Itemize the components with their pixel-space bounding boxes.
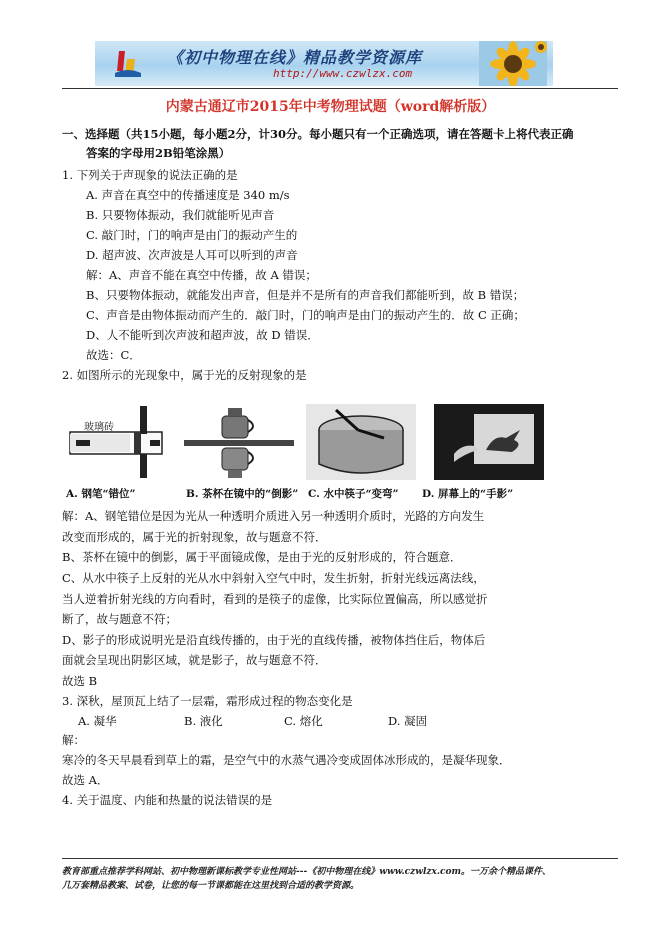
q2-analysis: C、从水中筷子上反射的光从水中斜射入空气中时，发生折射，折射光线远离法线，: [62, 571, 485, 585]
q3-answer: 故选 A．: [62, 773, 109, 787]
q1-option-d: D. 超声波、次声波是人耳可以听到的声音: [86, 248, 298, 262]
figure-d: [434, 404, 544, 480]
figure-c-caption: C. 水中筷子“变弯”: [308, 488, 399, 500]
footer-rule: [62, 858, 618, 859]
figure-c: [306, 404, 416, 480]
teacup-mirror-figure-icon: [184, 404, 294, 480]
q2-analysis: 当人逆着折射光线的方向看时，看到的是筷子的虚像，比实际位置偏高，所以感觉折: [62, 592, 488, 606]
sunflower-icon: [479, 41, 547, 86]
banner-title: 《初中物理在线》精品教学资源库: [167, 48, 423, 67]
header-banner: [95, 41, 553, 86]
q2-analysis: B、茶杯在镜中的倒影，属于平面镜成像，是由于光的反射形成的，符合题意．: [62, 550, 462, 564]
q3-stem: 3. 深秋，屋顶瓦上结了一层霜，霜形成过程的物态变化是: [62, 694, 353, 708]
footer-line: 教育部重点推荐学科网站、初中物理新课标教学专业性网站---《初中物理在线》www.czwlzx.com。一万余个精品课件、: [62, 867, 552, 877]
q1-stem: 1. 下列关于声现象的说法正确的是: [62, 168, 238, 182]
q1-option-b: B. 只要物体振动，我们就能听见声音: [86, 208, 275, 222]
q2-analysis: 面就会呈现出阴影区域，就是影子，故与题意不符．: [62, 653, 327, 667]
footer-line: 几万套精品教案、试卷，让您的每一节课都能在这里找到合适的教学资源。: [62, 881, 360, 891]
q3-option-b: B. 液化: [184, 714, 223, 728]
figure-a: [62, 404, 172, 480]
q1-analysis: B、只要物体振动，就能发出声音，但是并不是所有的声音我们都能听到，故 B 错误；: [86, 288, 525, 302]
q1-analysis: 解：A、声音不能在真空中传播，故 A 错误；: [86, 268, 317, 282]
q1-option-a: A. 声音在真空中的传播速度是 340 m/s: [86, 188, 290, 202]
q3-option-d: D. 凝固: [388, 714, 428, 728]
q2-analysis: 解：A、钢笔错位是因为光从一种透明介质进入另一种透明介质时，光路的方向发生: [62, 509, 485, 523]
q3-analysis: 解：: [62, 733, 85, 747]
q1-analysis: D、人不能听到次声波和超声波，故 D 错误．: [86, 328, 319, 342]
q2-analysis: 改变而形成的，属于光的折射现象，故与题意不符．: [62, 530, 327, 544]
section-heading-cont: 答案的字母用2B铅笔涂黑）: [86, 146, 231, 160]
figure-b-caption: B. 茶杯在镜中的“倒影”: [186, 488, 299, 500]
figure-d-caption: D. 屏幕上的“手影”: [422, 488, 514, 500]
q1-answer: 故选：C．: [86, 348, 141, 362]
q2-analysis: D、影子的形成说明光是沿直线传播的，由于光的直线传播，被物体挡住后，物体后: [62, 633, 486, 647]
glass-block-label: 玻璃砖: [84, 422, 114, 433]
q2-answer: 故选 B: [62, 674, 98, 688]
q1-analysis: C、声音是由物体振动而产生的．敲门时，门的响声是由门的振动产生的．故 C 正确；: [86, 308, 525, 322]
bowl-chopstick-figure-icon: [306, 404, 416, 480]
header-rule: [62, 88, 618, 89]
q2-stem: 2. 如图所示的光现象中，属于光的反射现象的是: [62, 368, 307, 382]
q2-figures: [62, 404, 542, 504]
page-title: 内蒙古通辽市2015年中考物理试题（word解析版）: [165, 99, 496, 115]
q4-stem: 4. 关于温度、内能和热量的说法错误的是: [62, 793, 273, 807]
hand-shadow-figure-icon: [434, 404, 544, 480]
q3-analysis: 寒冷的冬天早晨看到草上的霜，是空气中的水蒸气遇冷变成固体冰形成的，是凝华现象．: [62, 753, 511, 767]
figure-a-caption: A. 钢笔“错位”: [66, 488, 136, 500]
banner-url[interactable]: http://www.czwlzx.com: [273, 67, 413, 80]
site-logo-icon: [115, 49, 141, 77]
section-heading: 一、选择题（共15小题，每小题2分，计30分。每小题只有一个正确选项，请在答题卡上将代表正确: [62, 127, 574, 141]
glass-pen-figure-icon: [62, 404, 172, 480]
figure-b: [184, 404, 294, 480]
q2-analysis: 断了，故与题意不符；: [62, 612, 177, 626]
q1-option-c: C. 敲门时，门的响声是由门的振动产生的: [86, 228, 298, 242]
q3-option-c: C. 熔化: [284, 714, 323, 728]
q3-option-a: A. 凝华: [78, 714, 117, 728]
